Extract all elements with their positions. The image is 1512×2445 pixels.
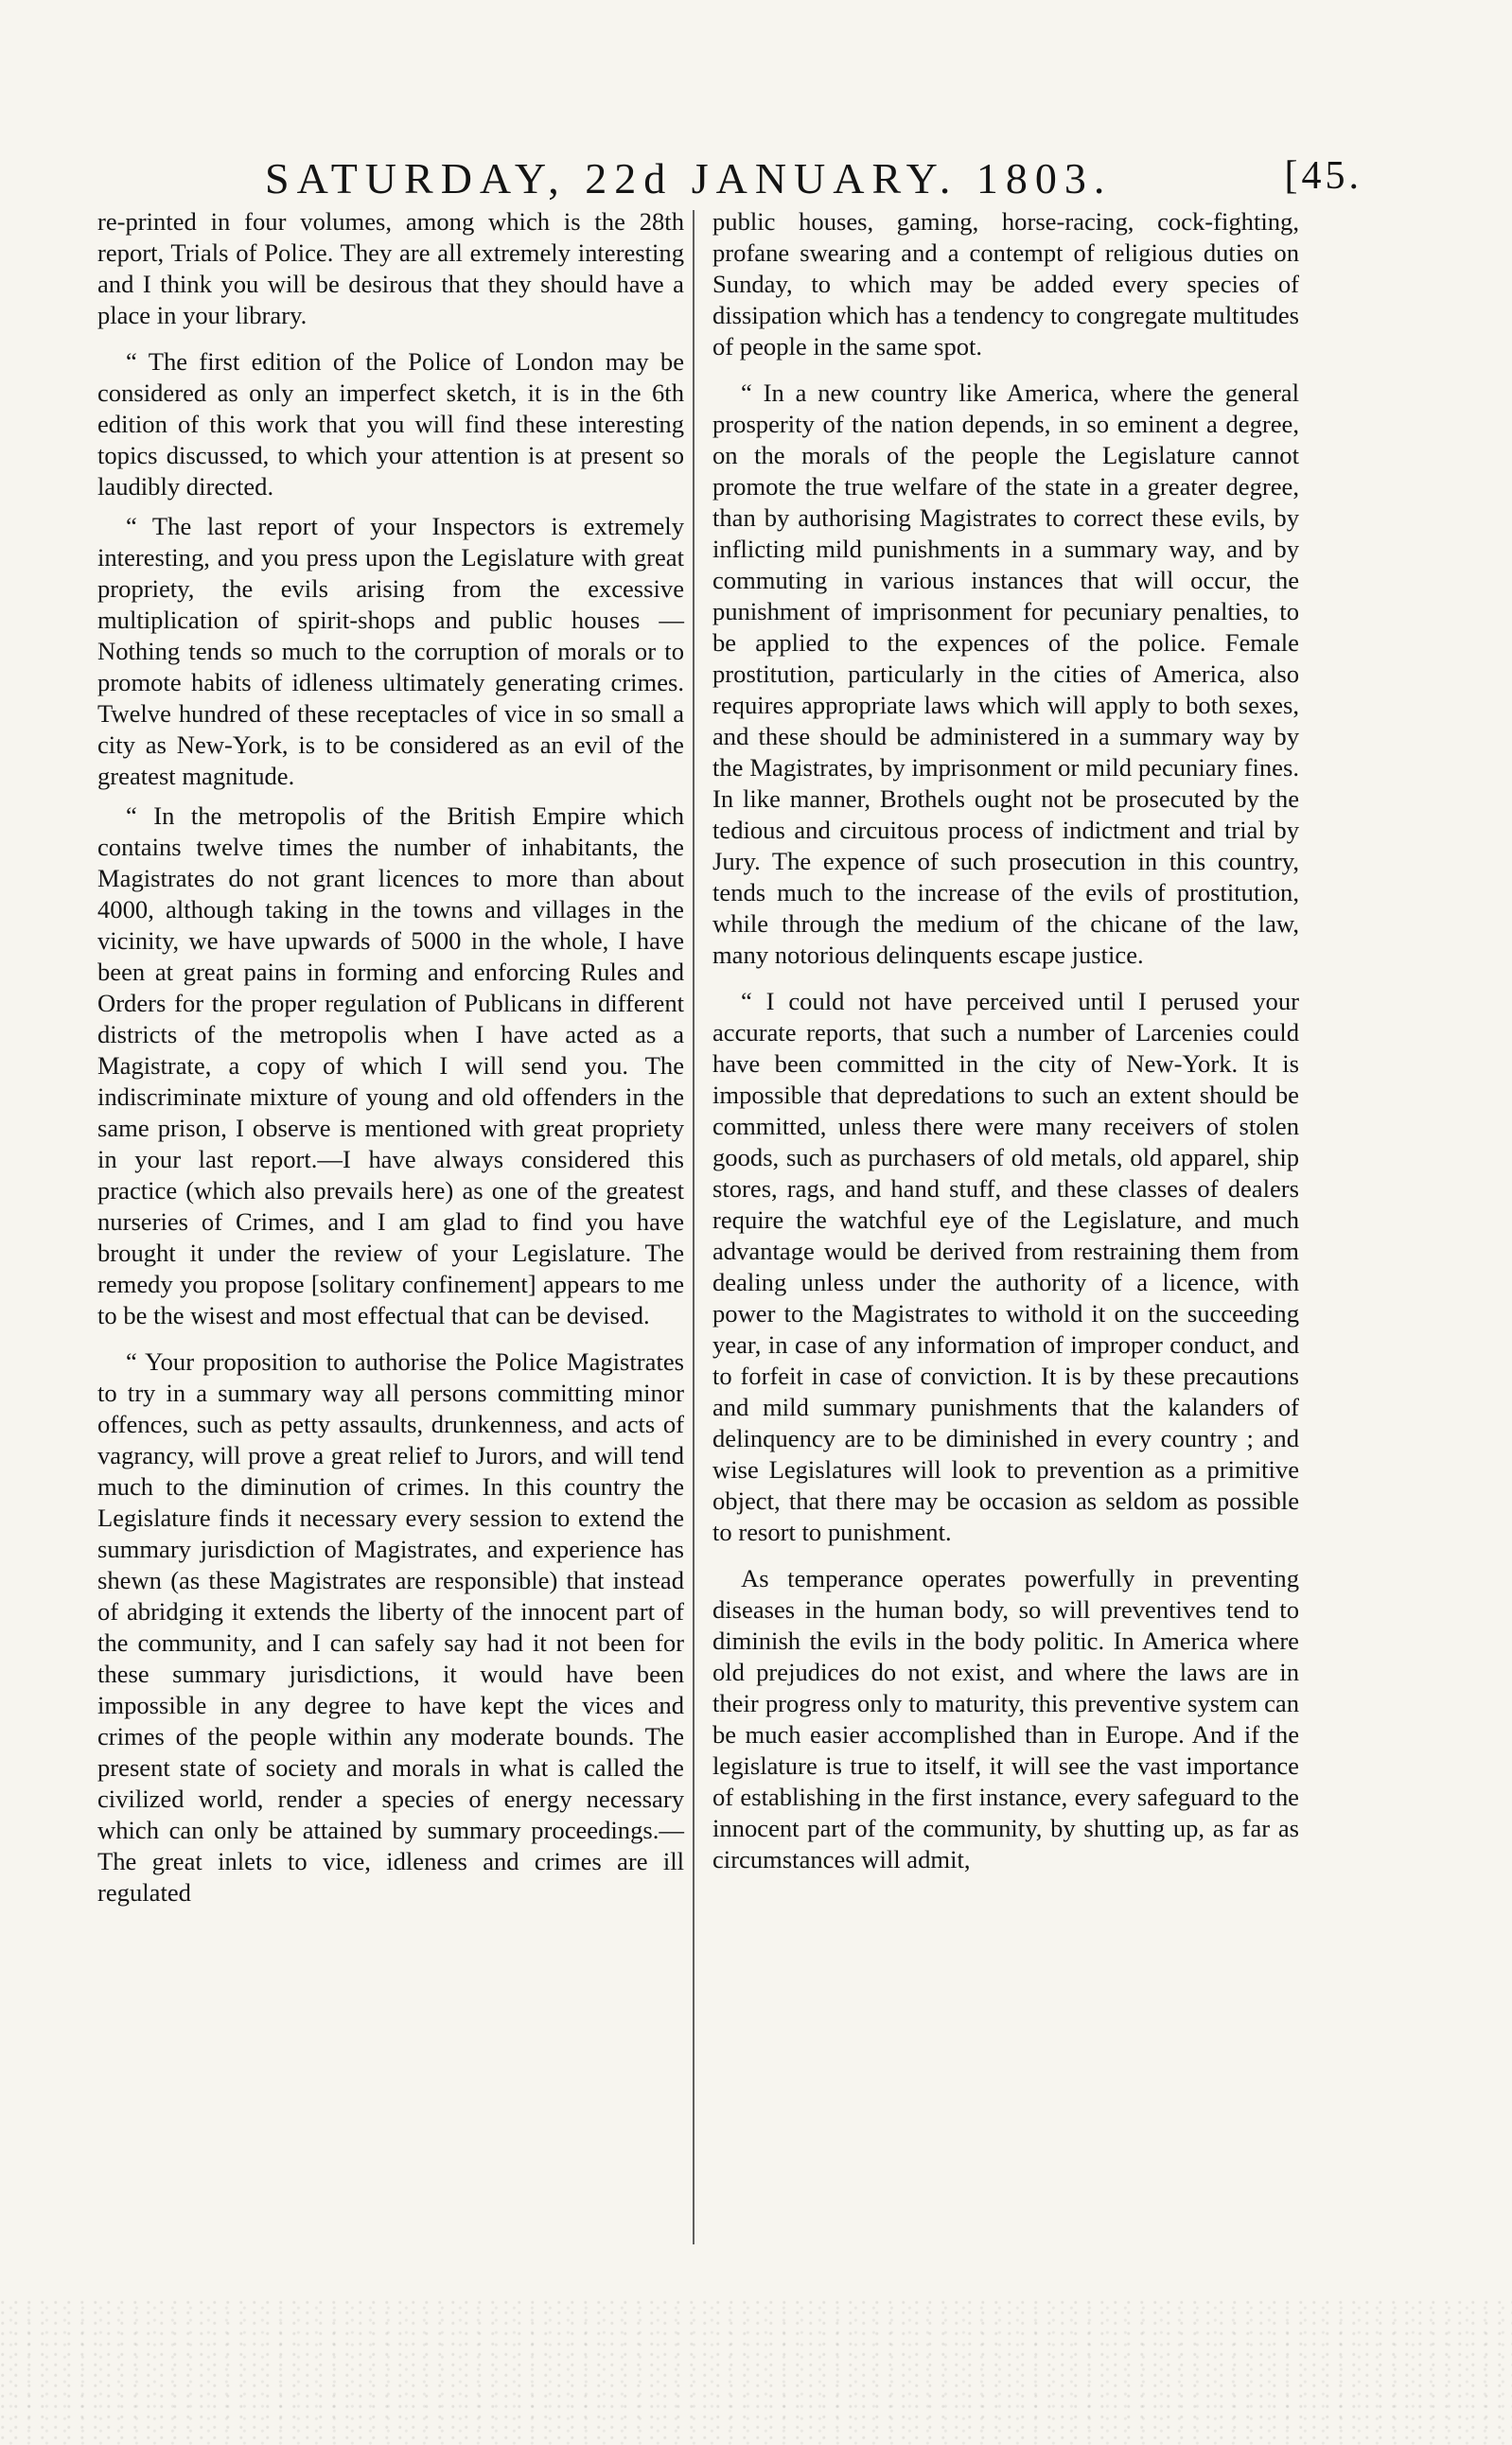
left-paragraph-1: re-printed in four volumes, among which is the 28th report, Trials of Police. They are all extremely interesting and I think you will be desirous that they should have a place in your library.	[97, 207, 684, 329]
column-divider	[693, 210, 694, 2244]
left-paragraph-2: “ The first edition of the Police of London may be considered as only an imperfect sketch, it is in the 6th edition of this work that you will find these interesting topics discussed, to which your attention is at present so laudibly directed.	[97, 347, 684, 501]
left-paragraph-3: “ The last report of your Inspectors is extremely interesting, and you press upon the Legislature with great propriety, the evils arising from the excessive multiplication of spirit-shops and public houses —Nothing tends so much to the corruption of morals or to promote habits of idleness ultimately generating crimes. Twelve hundred of these receptacles of vice in so small a city as New-York, is to be considered as an evil of the greatest magnitude.	[97, 512, 684, 790]
page-bottom-margin	[0, 2299, 1512, 2445]
page-header-title: SATURDAY, 22d JANUARY. 1803.	[265, 154, 1113, 202]
left-paragraph-4: “ In the metropolis of the British Empire which contains twelve times the number of inhabitants, the Magistrates do not grant licences to more than about 4000, although taking in the towns and villages in the vicinity, we have upwards of 5000 in the whole, I have been at great pains in forming and enforcing Rules and Orders for the proper regulation of Publicans in different districts of the metropolis when I have acted as a Magistrate, a copy of which I will send you. The indiscriminate mixture of young and old offenders in the same prison, I observe is mentioned with great propriety in your last report.—I have always considered this practice (which also prevails here) as one of the greatest nurseries of Crimes, and I am glad to find you have brought it under the review of your Legislature. The remedy you propose [solitary confinement] appears to me to be the wisest and most effectual that can be devised.	[97, 801, 684, 1329]
left-column	[97, 206, 684, 1917]
left-paragraph-5: “ Your proposition to authorise the Police Magistrates to try in a summary way all persons committing minor offences, such as petty assaults, drunkenness, and acts of vagrancy, will prove a great relief to Jurors, and will tend much to the diminution of crimes. In this country the Legislature finds it necessary every session to extend the summary jurisdiction of Magistrates, and experience has shewn (as these Magistrates are responsible) that instead of abridging it extends the liberty of the innocent part of the community, and I can safely say had it not been for these summary jurisdictions, it would have been impossible in any degree to have kept the vices and crimes of the people within any moderate bounds. The present state of society and morals in what is called the civilized world, render a species of energy necessary which can only be attained by summary proceedings.—The great inlets to vice, idleness and crimes are ill regulated	[97, 1347, 684, 1907]
right-paragraph-2: “ In a new country like America, where the general prosperity of the nation depends, in so eminent a degree, on the morals of the people the Legislature cannot promote the true welfare of the state in a greater degree, than by authorising Magistrates to correct these evils, by inflicting mild punishments in a summary way, and by commuting in various instances that will occur, the punishment of imprisonment for pecuniary penalties, to be applied to the expences of the police. Female prostitution, particularly in the cities of America, also requires appropriate laws which will apply to both sexes, and these should be administered in a summary way by the Magistrates, by imprisonment or mild pecuniary fines. In like manner, Brothels ought not be prosecuted by the tedious and circuitous process of indictment and trial by Jury. The expence of such prosecution in this country, tends much to the increase of the evils of prostitution, while through the medium of the chicane of the law, many notorious delinquents escape justice.	[712, 378, 1299, 969]
right-paragraph-4: As temperance operates powerfully in preventing diseases in the human body, so will preventives tend to diminish the evils in the body politic. In America where old prejudices do not exist, and where the laws are in their progress only to maturity, this preventive system can be much easier accomplished than in Europe. And if the legislature is true to itself, it will see the vast importance of establishing in the first instance, every safeguard to the innocent part of the community, by shutting up, as far as circumstances will admit,	[712, 1564, 1299, 1873]
right-paragraph-1: public houses, gaming, horse-racing, cock-fighting, profane swearing and a contempt of religious duties on Sunday, to which may be added every species of dissipation which has a tendency to congregate multitudes of people in the same spot.	[712, 207, 1299, 361]
right-column	[712, 206, 1299, 1884]
page-header	[265, 153, 1363, 210]
page-number: [45.	[1284, 154, 1363, 198]
right-paragraph-3: “ I could not have perceived until I perused your accurate reports, that such a number of Larcenies could have been committed in the city of New-York. It is impossible that depredations to such an extent should be committed, unless there were many receivers of stolen goods, such as purchasers of old metals, old apparel, ship stores, rags, and hand stuff, and these classes of dealers require the watchful eye of the Legislature, and much advantage would be derived from restraining them from dealing unless under the authority of a licence, with power to the Magistrates to withold it on the succeeding year, in case of any information of improper conduct, and to forfeit in case of conviction. It is by these precautions and mild summary punishments that the kalanders of delinquency are to be diminished in every country ; and wise Legislatures will look to prevention as a primitive object, that there may be occasion as seldom as possible to resort to punishment.	[712, 987, 1299, 1546]
